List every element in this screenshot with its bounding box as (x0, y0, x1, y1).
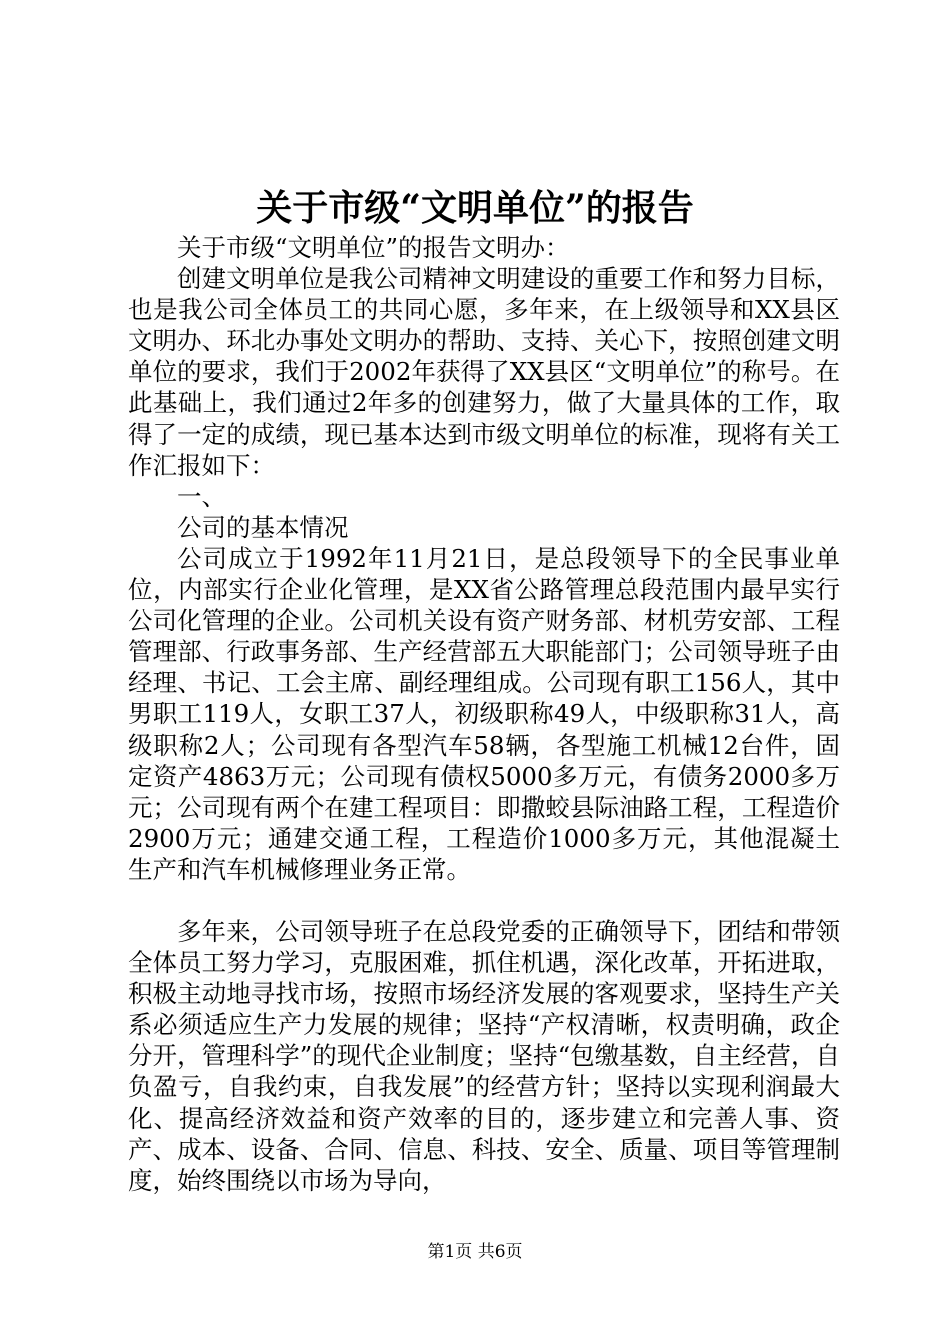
document-title: 关于市级“文明单位”的报告 (256, 187, 694, 229)
salutation-paragraph: 关于市级“文明单位”的报告文明办： (177, 233, 570, 262)
leadership-paragraph: 多年来，公司领导班子在总段党委的正确领导下，团结和带领全体员工努力学习，克服困难，抓住机遇，深化改革，开拓进取，积极主动地寻找市场，按照市场经济发展的客观要求，坚持生产关系必须适应生产力发展的规律；坚持“产权清晰，权责明确，政企分开，管理科学”的现代企业制度；坚持“包缴基数，自主经营，自负盈亏，自我约束，自我发展”的经营方针；坚持以实现利润最大化、提高经济效益和资产效率的目的，逐步建立和完善人事、资产、成本、设备、合同、信息、科技、安全、质量、项目等管理制度，始终围绕以市场为导向， (128, 916, 840, 1195)
document-body (128, 232, 840, 1196)
company-overview-paragraph: 公司成立于1992年11月21日，是总段领导下的全民事业单位，内部实行企业化管理，是XX省公路管理总段范围内最早实行公司化管理的企业。公司机关设有资产财务部、材机劳安部、工程管理部、行政事务部、生产经营部五大职能部门；公司领导班子由经理、书记、工会主席、副经理组成。公司现有职工156人，其中男职工119人，女职工37人，初级职称49人，中级职称31人，高级职称2人；公司现有各型汽车58辆，各型施工机械12台件，固定资产4863万元；公司现有债权5000多万元，有债务2000多万元；公司现有两个在建工程项目：即撒蛟县际油路工程，工程造价2900万元；通建交通工程，工程造价1000多万元，其他混凝土生产和汽车机械修理业务正常。 (128, 543, 840, 884)
paragraph-spacer (128, 885, 840, 916)
section-heading: 公司的基本情况 (177, 512, 349, 542)
intro-paragraph: 创建文明单位是我公司精神文明建设的重要工作和努力目标，也是我公司全体员工的共同心愿，多年来，在上级领导和XX县区文明办、环北办事处文明办的帮助、支持、关心下，按照创建文明单位的要求，我们于2002年获得了XX县区“文明单位”的称号。在此基础上，我们通过2年多的创建努力，做了大量具体的工作，取得了一定的成绩，现已基本达到市级文明单位的标准，现将有关工作汇报如下： (128, 264, 840, 480)
section-number: 一、 (177, 481, 226, 511)
page-footer: 第1页 共6页 (427, 1242, 523, 1262)
